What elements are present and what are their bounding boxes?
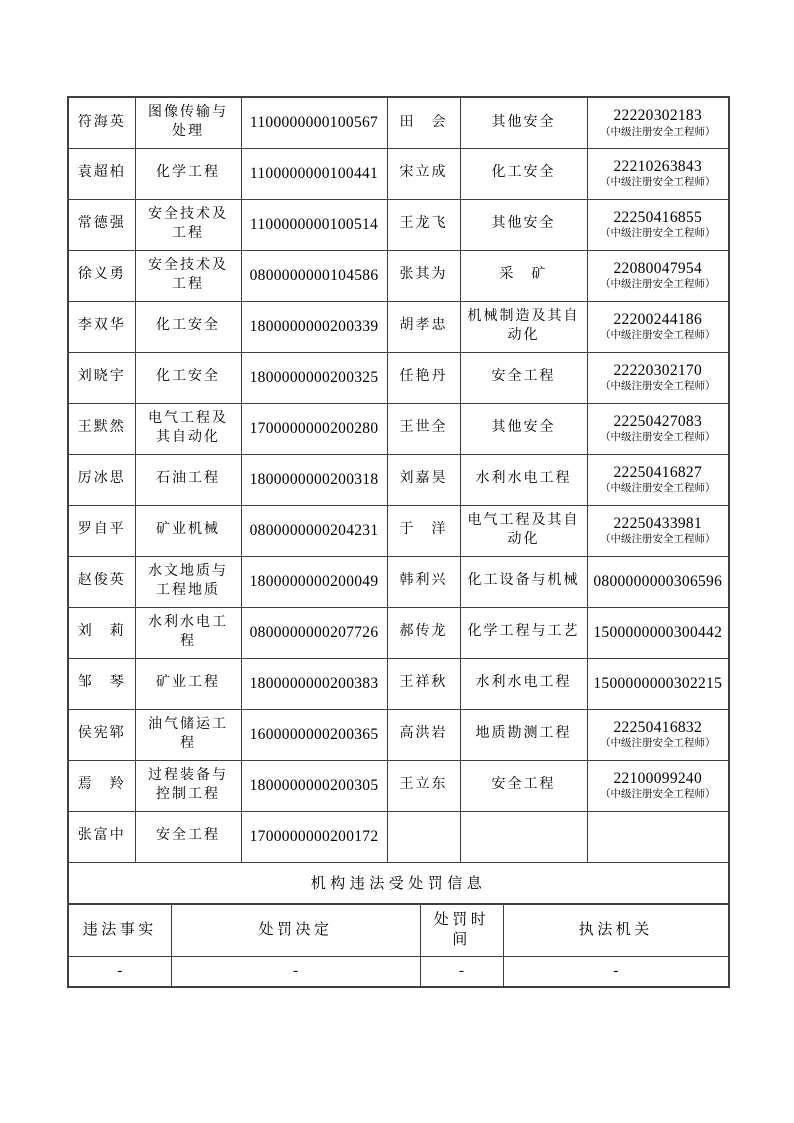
person-name-cell: 于 洋 [387,505,460,556]
registered-engineers-table [67,96,730,905]
person-name-cell: 田 会 [387,97,460,148]
major-cell: 矿业工程 [135,658,241,709]
person-name-cell: 宋立成 [387,148,460,199]
major-cell: 化学工程与工艺 [460,607,587,658]
cert-number-cell: 0800000000204231 [241,505,387,556]
person-name-cell: 高洪岩 [387,709,460,760]
cert-title-note: （中级注册安全工程师） [600,483,716,495]
cert-number-cell [587,505,729,556]
major-cell: 石油工程 [135,454,241,505]
cert-title-note: （中级注册安全工程师） [600,126,716,138]
major-cell: 电气工程及其自动化 [135,403,241,454]
cert-number: 22250416827 [613,463,703,481]
table-row [68,301,729,352]
major-cell: 采 矿 [460,250,587,301]
major-cell: 化工安全 [135,352,241,403]
table-row [68,658,729,709]
person-name-cell: 王默然 [68,403,135,454]
penalty-header-row [68,904,729,956]
person-name-cell: 刘晓宇 [68,352,135,403]
cert-number: 22220302170 [613,361,703,379]
cert-number-cell: 0800000000104586 [241,250,387,301]
person-name-cell: 胡孝忠 [387,301,460,352]
cert-number: 22080047954 [613,259,703,277]
person-name-cell: 王龙飞 [387,199,460,250]
cert-number-cell [587,556,729,607]
person-name-cell: 张富中 [68,811,135,862]
cert-number-cell: 0800000000207726 [241,607,387,658]
cert-number: 22250416832 [613,718,703,736]
penalty-section-title: 机构违法受处罚信息 [68,862,729,904]
person-name-cell: 张其为 [387,250,460,301]
major-cell: 水利水电工程 [135,607,241,658]
cert-number-cell [587,454,729,505]
penalty-value-penalty-decision: - [171,956,420,987]
table-row [68,709,729,760]
table-row [68,607,729,658]
major-cell: 油气储运工程 [135,709,241,760]
major-cell: 其他安全 [460,199,587,250]
cert-number: 22200244186 [613,310,703,328]
major-cell: 水利水电工程 [460,454,587,505]
cert-number-cell: 1700000000200280 [241,403,387,454]
major-cell: 安全技术及工程 [135,199,241,250]
table-row [68,148,729,199]
cert-number-cell: 1700000000200172 [241,811,387,862]
major-cell: 其他安全 [460,97,587,148]
cert-number-cell: 1100000000100567 [241,97,387,148]
cert-number: 22100099240 [613,769,703,787]
cert-number-cell [587,148,729,199]
cert-number-cell: 1800000000200318 [241,454,387,505]
cert-title-note: （中级注册安全工程师） [600,534,716,546]
penalty-header-penalty-time [420,904,503,956]
cert-title-note: （中级注册安全工程师） [600,177,716,189]
penalty-header-penalty-decision: 处罚决定 [171,904,420,956]
cert-number-cell [587,607,729,658]
major-cell: 电气工程及其自动化 [460,505,587,556]
cert-number: 1500000000300442 [593,623,723,641]
penalty-value-penalty-time: - [420,956,503,987]
registration-tables [67,96,728,988]
cert-number-cell: 1100000000100514 [241,199,387,250]
cert-number-cell [587,658,729,709]
table-row [68,250,729,301]
major-cell: 地质勘测工程 [460,709,587,760]
cert-number-cell [587,352,729,403]
cert-number-cell: 1800000000200339 [241,301,387,352]
person-name-cell: 王祥秋 [387,658,460,709]
table-row [68,403,729,454]
table-row [68,454,729,505]
cert-number-cell [587,97,729,148]
cert-number: 0800000000306596 [593,572,723,590]
person-name-cell: 侯宪郓 [68,709,135,760]
major-cell: 过程装备与控制工程 [135,760,241,811]
cert-number-cell [587,250,729,301]
major-cell: 安全技术及工程 [135,250,241,301]
major-cell: 化学工程 [135,148,241,199]
person-name-cell: 刘 莉 [68,607,135,658]
person-name-cell: 任艳丹 [387,352,460,403]
table-row [68,556,729,607]
penalty-header-enforcement-agency: 执法机关 [503,904,729,956]
table-row [68,352,729,403]
cert-number-cell: 1800000000200383 [241,658,387,709]
major-cell: 安全工程 [460,760,587,811]
major-cell: 机械制造及其自动化 [460,301,587,352]
cert-number-cell [587,760,729,811]
major-cell [460,811,587,862]
cert-number: 22210263843 [613,157,703,175]
major-cell: 化工安全 [460,148,587,199]
cert-number-cell: 1100000000100441 [241,148,387,199]
person-name-cell: 邹 琴 [68,658,135,709]
cert-number: 22220302183 [613,107,703,125]
cert-title-note: （中级注册安全工程师） [600,789,716,801]
major-cell: 安全工程 [135,811,241,862]
cert-number: 22250427083 [613,412,703,430]
person-name-cell [387,811,460,862]
major-cell: 水文地质与工程地质 [135,556,241,607]
table-row [68,760,729,811]
person-name-cell: 郝传龙 [387,607,460,658]
person-name-cell: 韩利兴 [387,556,460,607]
cert-title-note: （中级注册安全工程师） [600,228,716,240]
cert-number-cell [587,199,729,250]
cert-title-note: （中级注册安全工程师） [600,330,716,342]
person-name-cell: 符海英 [68,97,135,148]
penalty-value-row [68,956,729,987]
person-name-cell: 王立东 [387,760,460,811]
penalty-time-label: 处罚时间 [433,912,490,949]
major-cell: 其他安全 [460,403,587,454]
cert-number-cell: 1800000000200325 [241,352,387,403]
penalty-value-enforcement-agency: - [503,956,729,987]
person-name-cell: 赵俊英 [68,556,135,607]
cert-number: 1500000000302215 [593,674,723,692]
cert-number-cell: 1800000000200049 [241,556,387,607]
cert-number: 22250433981 [613,514,703,532]
person-name-cell: 刘嘉昊 [387,454,460,505]
penalty-section-title-row [68,862,729,904]
major-cell: 矿业机械 [135,505,241,556]
person-name-cell: 王世全 [387,403,460,454]
penalty-value-violation-fact: - [68,956,171,987]
major-cell: 安全工程 [460,352,587,403]
major-cell: 水利水电工程 [460,658,587,709]
person-name-cell: 李双华 [68,301,135,352]
person-name-cell: 徐义勇 [68,250,135,301]
cert-title-note: （中级注册安全工程师） [600,432,716,444]
table-row [68,199,729,250]
major-cell: 化工安全 [135,301,241,352]
cert-number-cell [587,811,729,862]
cert-number-cell: 1800000000200305 [241,760,387,811]
cert-title-note: （中级注册安全工程师） [600,381,716,393]
major-cell: 图像传输与处理 [135,97,241,148]
cert-title-note: （中级注册安全工程师） [600,738,716,750]
table-row [68,811,729,862]
penalty-header-violation-fact: 违法事实 [68,904,171,956]
cert-number-cell [587,403,729,454]
major-cell: 化工设备与机械 [460,556,587,607]
penalty-info-table [67,903,730,988]
table-row [68,505,729,556]
person-name-cell: 常德强 [68,199,135,250]
person-name-cell: 罗自平 [68,505,135,556]
cert-number-cell [587,301,729,352]
person-name-cell: 焉 羚 [68,760,135,811]
cert-number-cell [587,709,729,760]
table-row [68,97,729,148]
cert-title-note: （中级注册安全工程师） [600,279,716,291]
cert-number: 22250416855 [613,208,703,226]
cert-number-cell: 1600000000200365 [241,709,387,760]
person-name-cell: 袁超柏 [68,148,135,199]
person-name-cell: 厉冰思 [68,454,135,505]
